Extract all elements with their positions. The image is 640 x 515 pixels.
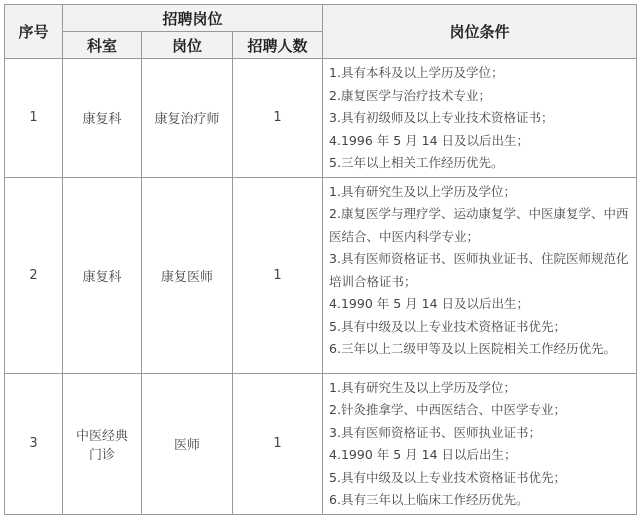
table-row [5, 373, 637, 514]
requirement-line: 3.具有医师资格证书、医师执业证书、住院医师规范化培训合格证书； [329, 251, 629, 289]
row-seq: 2 [5, 177, 63, 373]
header-department: 科室 [63, 32, 142, 59]
row-department: 中医经典门诊 [63, 373, 142, 514]
header-row-1 [5, 5, 637, 32]
requirement-line: 2.康复医学与治疗技术专业； [329, 87, 491, 103]
row-requirements [323, 373, 637, 514]
requirement-line: 5.三年以上相关工作经历优先。 [329, 155, 504, 170]
row-count: 1 [233, 59, 323, 178]
requirement-line: 6.三年以上二级甲等及以上医院相关工作经历优先。 [329, 341, 616, 356]
requirement-line: 1.具有研究生及以上学历及学位； [329, 379, 516, 395]
table-row [5, 177, 637, 373]
row-position: 康复医师 [142, 177, 233, 373]
requirement-line: 4.1990 年 5 月 14 日以后出生； [329, 447, 517, 462]
requirement-line: 4.1996 年 5 月 14 日及以后出生； [329, 132, 529, 148]
row-seq: 3 [5, 373, 63, 514]
table-row [5, 59, 637, 178]
row-count: 1 [233, 177, 323, 373]
header-requirements: 岗位条件 [323, 5, 637, 59]
requirement-line: 3.具有初级师及以上专业技术资格证书； [329, 110, 554, 125]
requirement-line: 2.康复医学与理疗学、运动康复学、中医康复学、中西医结合、中医内科学专业； [329, 206, 629, 244]
header-position: 岗位 [142, 32, 233, 59]
row-position: 医师 [142, 373, 233, 514]
row-position: 康复治疗师 [142, 59, 233, 178]
requirement-line: 3.具有医师资格证书、医师执业证书； [329, 424, 541, 440]
header-seq: 序号 [5, 5, 63, 59]
row-department: 康复科 [63, 177, 142, 373]
row-count: 1 [233, 373, 323, 514]
requirement-line: 2.针灸推拿学、中西医结合、中医学专业； [329, 402, 566, 417]
row-requirements [323, 177, 637, 373]
requirement-line: 1.具有本科及以上学历及学位； [329, 65, 504, 80]
row-department: 康复科 [63, 59, 142, 178]
requirement-line: 4.1990 年 5 月 14 日及以后出生； [329, 296, 529, 311]
requirement-line: 6.具有三年以上临床工作经历优先。 [329, 492, 529, 507]
header-count: 招聘人数 [233, 32, 323, 59]
header-position-group: 招聘岗位 [63, 5, 323, 32]
row-seq: 1 [5, 59, 63, 178]
requirement-line: 1.具有研究生及以上学历及学位； [329, 183, 516, 199]
requirement-line: 5.具有中级及以上专业技术资格证书优先； [329, 469, 566, 485]
recruitment-table [4, 4, 637, 515]
requirement-line: 5.具有中级及以上专业技术资格证书优先； [329, 318, 566, 334]
row-requirements [323, 59, 637, 178]
